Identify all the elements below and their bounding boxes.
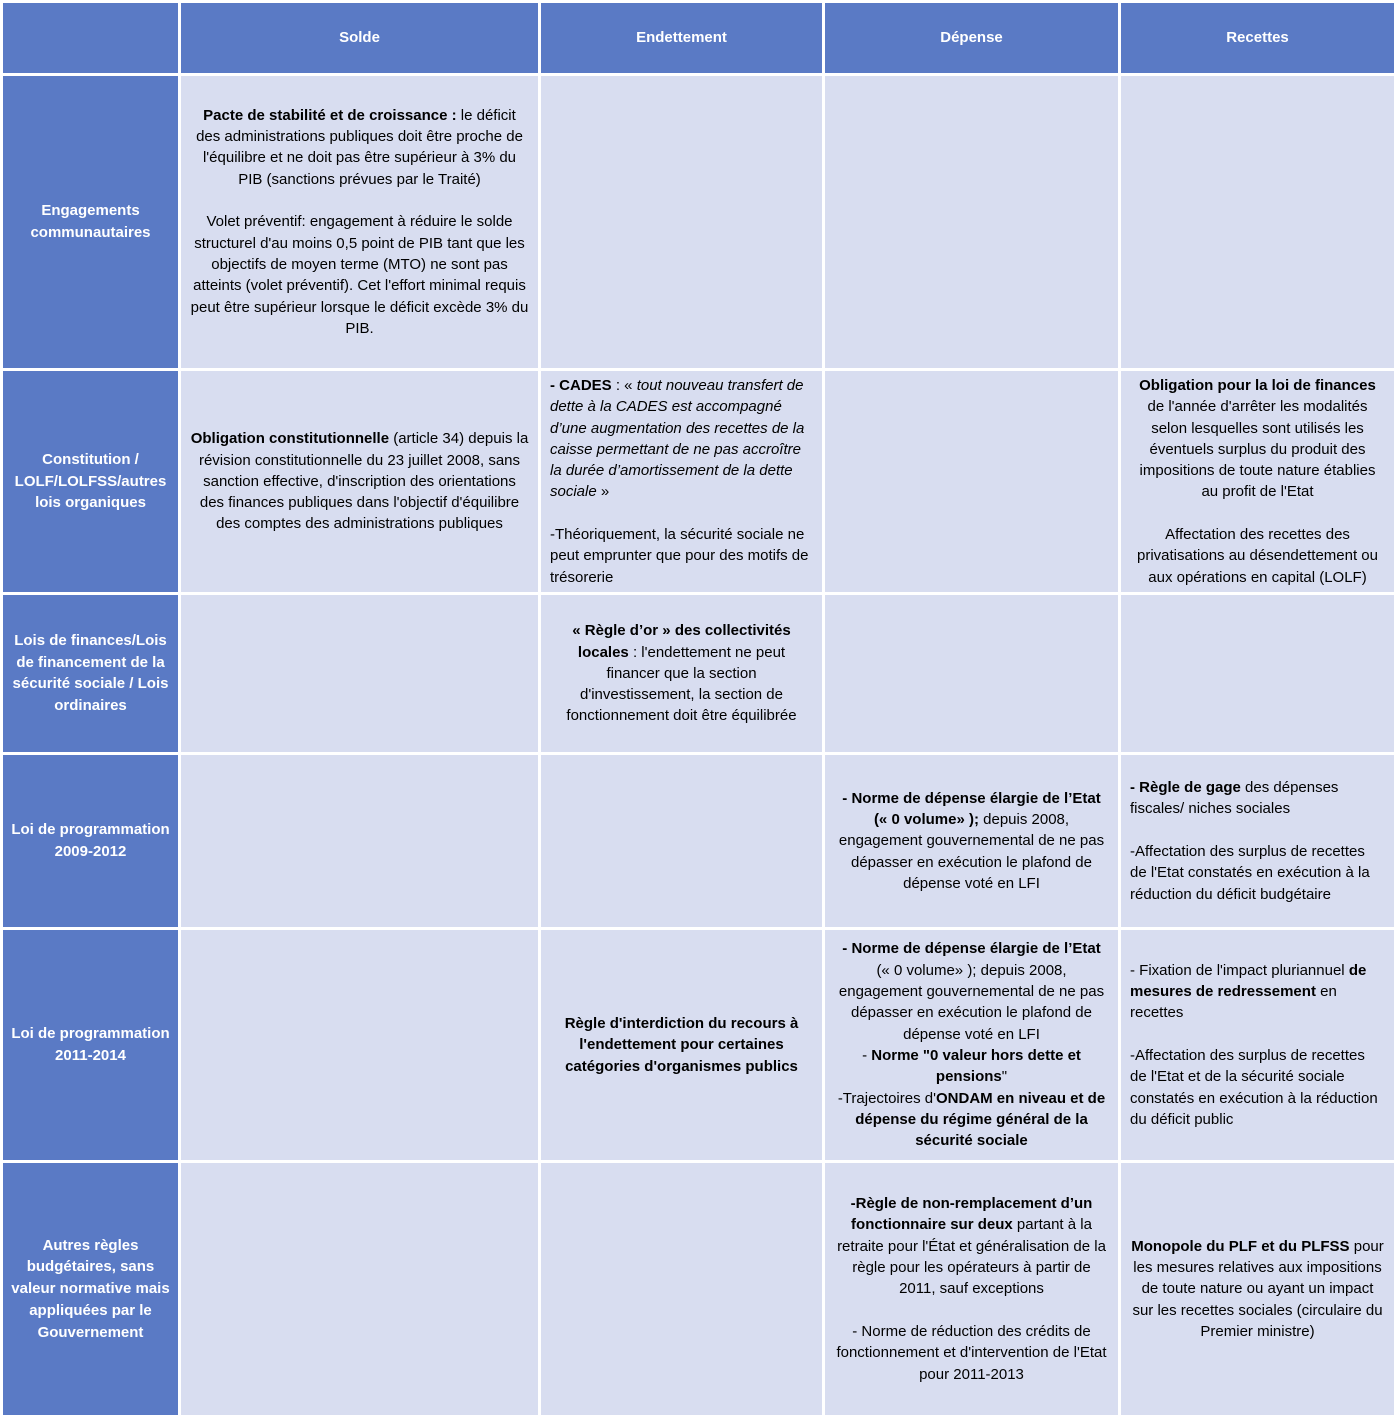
cell-recettes xyxy=(1121,1163,1394,1415)
cell-paragraph: -Affectation des surplus de recettes de l'Etat et de la sécurité sociale constatés en exécution à la réduction du déficit public xyxy=(1130,1046,1378,1128)
table-row xyxy=(3,1163,1394,1415)
cell-paragraph xyxy=(1130,820,1385,841)
cell-paragraph: - Règle de gage des dépenses fiscales/ niches sociales xyxy=(1130,779,1339,818)
row-header: Loi de programmation 2011-2014 xyxy=(3,930,178,1160)
cell-paragraph: - Norme de réduction des crédits de fonctionnement et d'intervention de l'Etat pour 2011-2013 xyxy=(836,1322,1107,1383)
row-header: Lois de finances/Lois de financement de la sécurité sociale / Lois ordinaires xyxy=(3,595,178,752)
table-row xyxy=(3,371,1394,592)
cell-recettes xyxy=(1121,76,1394,368)
cell-endettement xyxy=(541,76,822,368)
cell-solde xyxy=(181,755,538,927)
cell-depense xyxy=(825,371,1118,592)
table-row xyxy=(3,76,1394,368)
cell-paragraph: - Norme de dépense élargie de l’Etat (« 0 volume» ); depuis 2008, engagement gouvernemental de ne pas dépasser en exécution le plafond de dépense voté en LFI xyxy=(838,789,1105,892)
cell-paragraph: Pacte de stabilité et de croissance : le déficit des administrations publiques doit être proche de l'équilibre et ne doit pas être supérieur à 3% du PIB (sanctions prévues par le Traité) xyxy=(196,106,523,188)
cell-paragraph xyxy=(550,503,813,524)
cell-paragraph: - Norme "0 valeur hors dette et pensions" xyxy=(862,1046,1081,1086)
table-row xyxy=(3,755,1394,927)
header-row xyxy=(3,3,1394,73)
cell-depense xyxy=(825,755,1118,927)
cell-paragraph xyxy=(1130,1024,1385,1045)
cell-paragraph xyxy=(1130,503,1385,524)
cell-paragraph: Affectation des recettes des privatisations au désendettement ou aux opérations en capital (LOLF) xyxy=(1137,526,1378,586)
cell-endettement xyxy=(541,595,822,752)
table-body xyxy=(3,76,1394,1415)
cell-endettement xyxy=(541,755,822,927)
cell-paragraph: -Affectation des surplus de recettes de l'Etat constatés en exécution à la réduction du déficit budgétaire xyxy=(1130,842,1370,903)
row-header: Loi de programmation 2009-2012 xyxy=(3,755,178,927)
cell-endettement xyxy=(541,930,822,1160)
cell-recettes xyxy=(1121,371,1394,592)
cell-paragraph: Règle d'interdiction du recours à l'endettement pour certaines catégories d'organismes publics xyxy=(564,1015,799,1075)
cell-paragraph: « Règle d’or » des collectivités locales : l'endettement ne peut financer que la section d'investissement, la section de fonctionnement doit être équilibrée xyxy=(566,622,797,725)
column-header-endettement: Endettement xyxy=(541,3,822,73)
table-row xyxy=(3,595,1394,752)
corner-cell xyxy=(3,3,178,73)
cell-paragraph: -Trajectoires d'ONDAM en niveau et de dépense du régime général de la sécurité sociale xyxy=(837,1089,1106,1150)
cell-solde xyxy=(181,76,538,368)
cell-paragraph: - Fixation de l'impact pluriannuel de mesures de redressement en recettes xyxy=(1130,961,1367,1022)
cell-paragraph xyxy=(190,190,529,211)
cell-endettement xyxy=(541,1163,822,1415)
cell-depense xyxy=(825,930,1118,1160)
cell-recettes xyxy=(1121,595,1394,752)
column-header-recettes: Recettes xyxy=(1121,3,1394,73)
cell-endettement xyxy=(541,371,822,592)
cell-paragraph: Volet préventif: engagement à réduire le solde structurel d'au moins 0,5 point de PIB tant que les objectifs de moyen terme (MTO) ne sont pas atteints (volet préventif). Cet l'effort minimal requis peut être supérieur lorsque le déficit excède 3% du PIB. xyxy=(190,213,529,337)
table-header xyxy=(3,3,1394,73)
cell-paragraph: - Norme de dépense élargie de l’Etat (« 0 volume» ); depuis 2008, engagement gouvernemental de ne pas dépasser en exécution le plafond de dépense voté en LFI xyxy=(838,940,1105,1043)
cell-solde xyxy=(181,371,538,592)
cell-paragraph: -Règle de non-remplacement d’un fonctionnaire sur deux partant à la retraite pour l'État et généralisation de la règle pour les opérateurs à partir de 2011, sauf exceptions xyxy=(837,1195,1106,1298)
cell-recettes xyxy=(1121,755,1394,927)
column-header-solde: Solde xyxy=(181,3,538,73)
cell-solde xyxy=(181,1163,538,1415)
cell-paragraph: Monopole du PLF et du PLFSS pour les mesures relatives aux impositions de toute nature ou ayant un impact sur les recettes sociales (circulaire du Premier ministre) xyxy=(1131,1237,1384,1340)
row-header: Autres règles budgétaires, sans valeur normative mais appliquées par le Gouvernement xyxy=(3,1163,178,1415)
cell-paragraph: -Théoriquement, la sécurité sociale ne peut emprunter que pour des motifs de trésorerie xyxy=(550,526,809,586)
cell-recettes xyxy=(1121,930,1394,1160)
column-header-depense: Dépense xyxy=(825,3,1118,73)
table-row xyxy=(3,930,1394,1160)
cell-depense xyxy=(825,1163,1118,1415)
cell-depense xyxy=(825,76,1118,368)
cell-paragraph xyxy=(834,1300,1109,1321)
cell-paragraph: Obligation pour la loi de finances de l'année d'arrêter les modalités selon lesquelles sont utilisés les éventuels surplus du produit des impositions de toute nature établies au profit de l'Etat xyxy=(1139,377,1376,501)
row-header: Engagements communautaires xyxy=(3,76,178,368)
row-header: Constitution / LOLF/LOLFSS/autres lois organiques xyxy=(3,371,178,592)
cell-solde xyxy=(181,595,538,752)
cell-solde xyxy=(181,930,538,1160)
cell-depense xyxy=(825,595,1118,752)
cell-paragraph: Obligation constitutionnelle (article 34) depuis la révision constitutionnelle du 23 juillet 2008, sans sanction effective, d'inscription des orientations des finances publiques dans l'objectif d'équilibre des comptes des administrations publiques xyxy=(190,430,529,533)
cell-paragraph: - CADES : « tout nouveau transfert de dette à la CADES est accompagné d’une augmentation des recettes de la caisse permettant de ne pas accroître la durée d’amortissement de la dette sociale » xyxy=(550,377,805,501)
